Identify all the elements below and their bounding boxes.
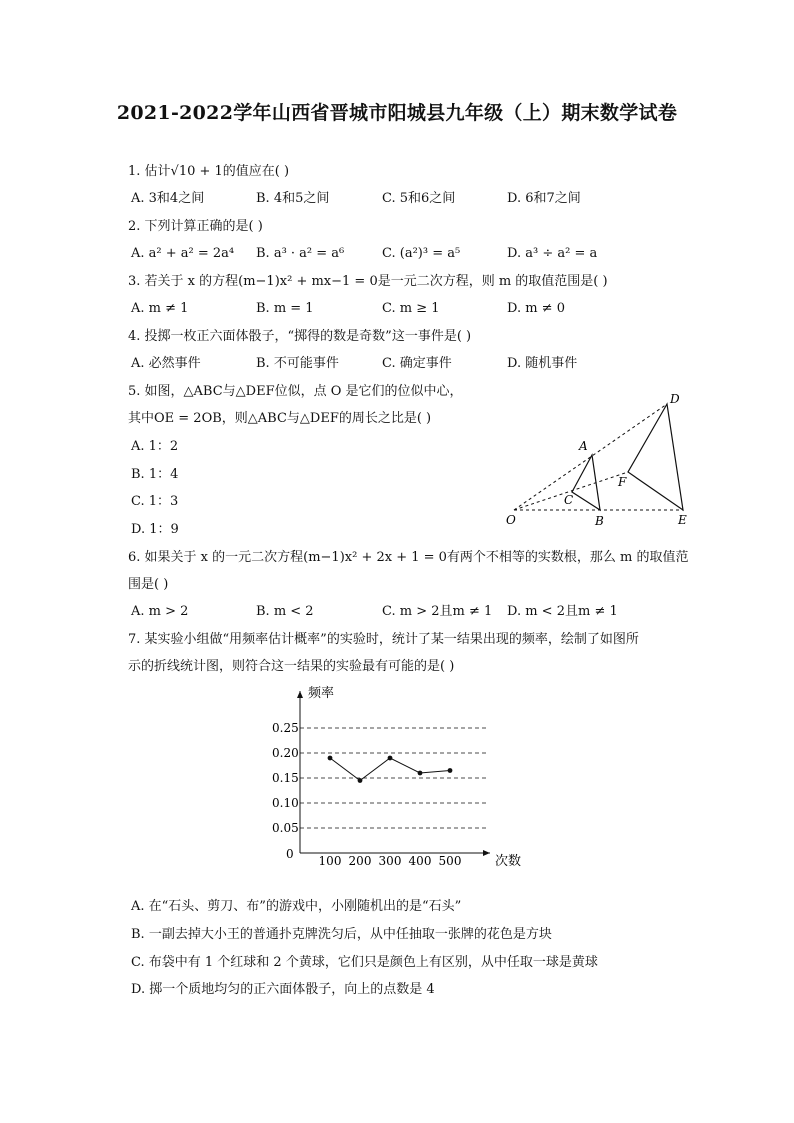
chart-series-line: [330, 758, 450, 781]
option-5d: D. 1：9: [131, 522, 179, 537]
options-2: [131, 245, 691, 263]
option-2c: C. (a²)³ = a⁵: [382, 246, 461, 261]
options-1: [131, 190, 691, 208]
question-6-line-2: 围是( ): [128, 577, 169, 592]
chart-y-tick-label: 0.10: [272, 796, 299, 810]
option-3b: B. m = 1: [256, 301, 314, 316]
similar-triangles-figure: [500, 388, 710, 533]
chart-origin-label: 0: [286, 847, 294, 861]
option-4c: C. 确定事件: [382, 356, 452, 371]
chart-x-tick-label: 200: [348, 854, 372, 868]
option-7b: B. 一副去掉大小王的普通扑克牌洗匀后，从中任抽取一张牌的花色是方块: [131, 927, 552, 942]
chart-ylabel: 频率: [308, 686, 335, 701]
option-1b: B. 4和5之间: [256, 191, 330, 206]
triangle-abc: [572, 455, 600, 510]
option-3a: A. m ≠ 1: [131, 301, 189, 316]
chart-data-point: [448, 768, 453, 773]
label-o: O: [506, 513, 516, 527]
question-4: 4. 投掷一枚正六面体骰子，“掷得的数是奇数”这一事件是( ): [128, 329, 472, 344]
option-6d: D. m < 2且m ≠ 1: [507, 604, 618, 619]
options-6: [131, 603, 691, 621]
question-7: 7. 某实验小组做“用频率估计概率”的实验时，统计了某一结果出现的频率，绘制了如图所: [128, 632, 639, 647]
label-e: E: [678, 513, 687, 527]
chart-y-tick-label: 0.25: [272, 721, 299, 735]
question-7-line-2: 示的折线统计图，则符合这一结果的实验最有可能的是( ): [128, 659, 455, 674]
option-7a: A. 在“石头、剪刀、布”的游戏中，小刚随机出的是“石头”: [131, 899, 462, 914]
question-2: 2. 下列计算正确的是( ): [128, 219, 263, 234]
question-1: 1. 估计√10 + 1的值应在( ): [128, 164, 290, 179]
option-5b: B. 1：4: [131, 467, 179, 482]
chart-y-tick-label: 0.20: [272, 746, 299, 760]
option-6c: C. m > 2且m ≠ 1: [382, 604, 493, 619]
option-4d: D. 随机事件: [507, 356, 578, 371]
option-1c: C. 5和6之间: [382, 191, 456, 206]
chart-x-axis-arrow: [483, 850, 490, 856]
chart-data-point: [328, 756, 333, 761]
chart-y-axis-arrow: [297, 691, 303, 698]
question-3: 3. 若关于 x 的方程(m−1)x² + mx−1 = 0是一元二次方程，则 m 的取值范围是( ): [128, 274, 608, 289]
chart-x-tick-label: 400: [408, 854, 432, 868]
option-7c: C. 布袋中有 1 个红球和 2 个黄球，它们只是颜色上有区别，从中任取一球是黄球: [131, 955, 598, 970]
page-title: 2021-2022学年山西省晋城市阳城县九年级（上）期末数学试卷: [116, 102, 678, 124]
triangle-def: [628, 404, 683, 510]
option-6b: B. m < 2: [256, 604, 314, 619]
option-6a: A. m > 2: [131, 604, 189, 619]
options-3: [131, 300, 691, 318]
label-f: F: [618, 475, 627, 489]
question-5: 5. 如图，△ABC与△DEF位似，点 O 是它们的位似中心，: [128, 384, 463, 399]
label-b: B: [595, 514, 604, 528]
option-1d: D. 6和7之间: [507, 191, 581, 206]
option-7d: D. 掷一个质地均匀的正六面体骰子，向上的点数是 4: [131, 982, 435, 997]
chart-data-point: [358, 778, 363, 783]
option-4a: A. 必然事件: [131, 356, 201, 371]
frequency-line-chart: [265, 683, 535, 878]
question-5-line-2: 其中OE = 2OB，则△ABC与△DEF的周长之比是( ): [128, 411, 432, 426]
chart-x-tick-label: 100: [318, 854, 342, 868]
option-3c: C. m ≥ 1: [382, 301, 440, 316]
option-2d: D. a³ ÷ a² = a: [507, 246, 598, 261]
option-5a: A. 1：2: [131, 439, 179, 454]
option-3d: D. m ≠ 0: [507, 301, 565, 316]
chart-x-tick-label: 500: [438, 854, 462, 868]
options-4: [131, 355, 691, 373]
option-1a: A. 3和4之间: [131, 191, 205, 206]
label-c: C: [564, 493, 574, 507]
option-4b: B. 不可能事件: [256, 356, 339, 371]
chart-data-point: [418, 771, 423, 776]
option-2a: A. a² + a² = 2a⁴: [131, 246, 235, 261]
label-d: D: [670, 392, 680, 406]
chart-x-tick-label: 300: [378, 854, 402, 868]
option-2b: B. a³ · a² = a⁶: [256, 246, 345, 261]
chart-data-point: [388, 756, 393, 761]
label-a: A: [579, 439, 588, 453]
chart-y-tick-label: 0.05: [272, 821, 299, 835]
chart-y-tick-label: 0.15: [272, 771, 299, 785]
chart-xlabel: 次数: [495, 854, 522, 869]
option-5c: C. 1：3: [131, 494, 179, 509]
question-6: 6. 如果关于 x 的一元二次方程(m−1)x² + 2x + 1 = 0有两个不相等的实数根，那么 m 的取值范: [128, 550, 689, 565]
